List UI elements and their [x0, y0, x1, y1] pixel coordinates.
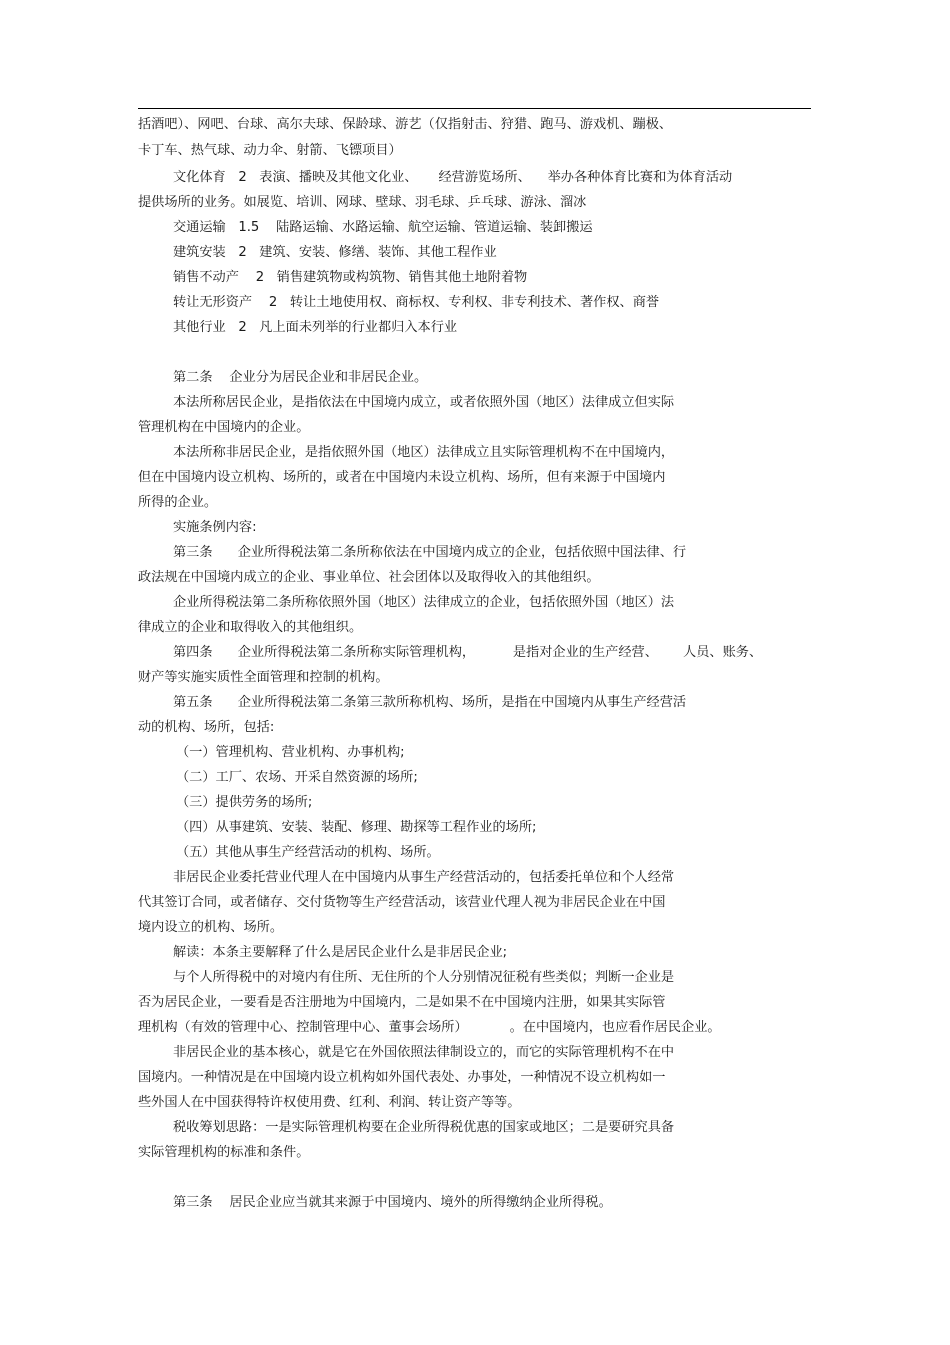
text-line: 本法所称居民企业，是指依法在中国境内成立，或者依照外国（地区）法律成立但实际 [173, 395, 675, 410]
text-line: 企业所得税法第二条所称依照外国（地区）法律成立的企业，包括依照外国（地区）法 [173, 595, 675, 610]
list-item: （五）其他从事生产经营活动的机构、场所。 [176, 845, 440, 860]
list-item: （四）从事建筑、安装、装配、修理、勘探等工程作业的场所; [176, 820, 537, 835]
text-line: 律成立的企业和取得收入的其他组织。 [138, 620, 363, 635]
article-heading: 第四条 企业所得税法第二条所称实际管理机构， 是指对企业的生产经营、 人员、账务、 [173, 645, 763, 660]
text-line: 提供场所的业务。如展览、培训、网球、壁球、羽毛球、乒乓球、游泳、溜冰 [138, 195, 587, 210]
text-line: 解读：本条主要解释了什么是居民企业什么是非居民企业; [173, 945, 508, 960]
text-line: 些外国人在中国获得特许权使用费、红利、利润、转让资产等等。 [138, 1095, 521, 1110]
text-line: 但在中国境内设立机构、场所的，或者在中国境内未设立机构、场所，但有来源于中国境内 [138, 470, 666, 485]
text-line: 括酒吧）、网吧、台球、高尔夫球、保龄球、游艺（仅指射击、狩猎、跑马、游戏机、蹦极、 [138, 117, 673, 132]
article-heading: 第三条 企业所得税法第二条所称依法在中国境内成立的企业，包括依照中国法律、行 [173, 545, 687, 560]
text-line: 转让无形资产 2 转让土地使用权、商标权、专利权、非专利技术、著作权、商誉 [173, 295, 660, 310]
text-line: 财产等实施实质性全面管理和控制的机构。 [138, 670, 389, 685]
text-line: 其他行业 2 凡上面未列举的行业都归入本行业 [173, 320, 458, 335]
article-heading: 第五条 企业所得税法第二条第三款所称机构、场所，是指在中国境内从事生产经营活 [173, 695, 687, 710]
text-line: 境内设立的机构、场所。 [138, 920, 284, 935]
text-line: 交通运输 1.5 陆路运输、水路运输、航空运输、管道运输、装卸搬运 [173, 220, 593, 235]
list-item: （一）管理机构、营业机构、办事机构; [176, 745, 405, 760]
text-line: 非居民企业的基本核心，就是它在外国依照法律制设立的，而它的实际管理机构不在中 [173, 1045, 675, 1060]
text-line: 政法规在中国境内成立的企业、事业单位、社会团体以及取得收入的其他组织。 [138, 570, 600, 585]
text-line: 本法所称非居民企业，是指依照外国（地区）法律成立且实际管理机构不在中国境内， [173, 445, 675, 460]
text-line: 税收筹划思路：一是实际管理机构要在企业所得税优惠的国家或地区；二是要研究具备 [173, 1120, 675, 1135]
list-item: （三）提供劳务的场所; [176, 795, 313, 810]
text-line: 销售不动产 2 销售建筑物或构筑物、销售其他土地附着物 [173, 270, 528, 285]
text-line: 与个人所得税中的对境内有住所、无住所的个人分别情况征税有些类似；判断一企业是 [173, 970, 675, 985]
text-line: 否为居民企业，一要看是否注册地为中国境内，二是如果不在中国境内注册，如果其实际管 [138, 995, 666, 1010]
text-line: 非居民企业委托营业代理人在中国境内从事生产经营活动的，包括委托单位和个人经常 [173, 870, 675, 885]
text-line: 国境内。一种情况是在中国境内设立机构如外国代表处、办事处，一种情况不设立机构如一 [138, 1070, 666, 1085]
header-rule [138, 108, 811, 109]
list-item: （二）工厂、农场、开采自然资源的场所; [176, 770, 418, 785]
text-line: 卡丁车、热气球、动力伞、射箭、飞镖项目） [138, 143, 402, 158]
article-heading: 第二条 企业分为居民企业和非居民企业。 [173, 370, 428, 385]
text-line: 实际管理机构的标准和条件。 [138, 1145, 310, 1160]
text-line: 所得的企业。 [138, 495, 218, 510]
text-line: 实施条例内容: [173, 520, 257, 535]
text-line: 代其签订合同，或者储存、交付货物等生产经营活动，该营业代理人视为非居民企业在中国 [138, 895, 666, 910]
text-line: 动的机构、场所，包括: [138, 720, 275, 735]
text-line: 管理机构在中国境内的企业。 [138, 420, 310, 435]
text-line: 建筑安装 2 建筑、安装、修缮、装饰、其他工程作业 [173, 245, 497, 260]
text-line: 理机构（有效的管理中心、控制管理中心、董事会场所） 。在中国境内，也应看作居民企业。 [138, 1020, 721, 1035]
article-heading: 第三条 居民企业应当就其来源于中国境内、境外的所得缴纳企业所得税。 [173, 1195, 612, 1210]
text-line: 文化体育 2 表演、播映及其他文化业、 经营游览场所、 举办各种体育比赛和为体育活动 [173, 170, 733, 185]
